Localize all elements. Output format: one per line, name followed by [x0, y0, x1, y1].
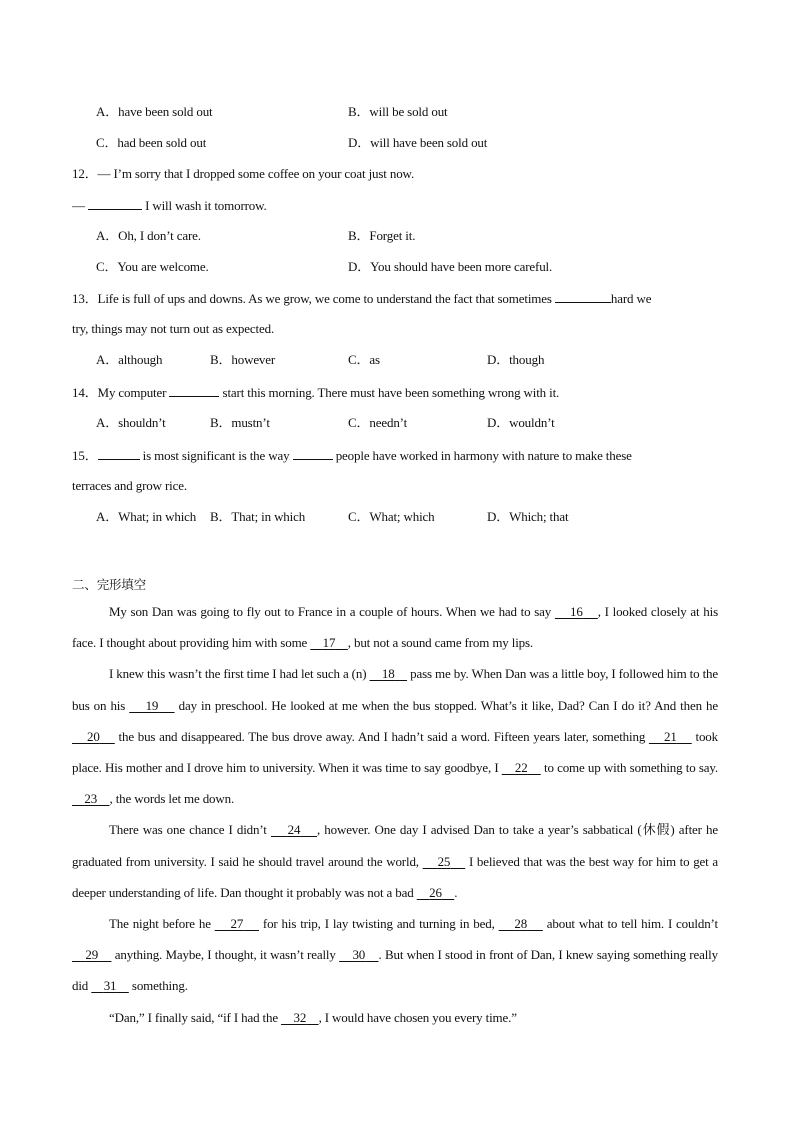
q11-option-b: B．will be sold out	[348, 104, 448, 119]
cloze-paragraph-5: “Dan,” I finally said, “if I had the 32 , I would have chosen you every time.”	[109, 1009, 517, 1025]
blank-19: 19	[145, 697, 159, 713]
q13-option-c: C．as	[348, 352, 380, 367]
q15-option-d: D．Which; that	[487, 509, 569, 524]
q12-option-c: C．You are welcome.	[96, 259, 209, 274]
q14-option-c: C．needn’t	[348, 415, 408, 430]
q13-option-d: D．though	[487, 352, 545, 367]
q12-option-b: B．Forget it.	[348, 228, 416, 243]
blank-17: 17	[322, 635, 336, 651]
q15-stem-cont: terraces and grow rice.	[72, 478, 187, 493]
q13-option-b: B．however	[210, 352, 276, 367]
cloze-paragraph-1: My son Dan was going to fly out to France in a couple of hours. When we had to say 16 , I looked closely at his face. I thought about providing him with some 17 , but not a sound came from my lips.	[72, 604, 718, 651]
blank-25: 25	[437, 853, 451, 869]
q15-option-c: C．What; which	[348, 509, 435, 524]
blank-20: 20	[87, 728, 100, 744]
q11-option-d: D．will have been sold out	[348, 135, 488, 150]
section-heading: 二、完形填空	[72, 577, 147, 592]
blank-23: 23	[84, 791, 98, 807]
q13-option-a: A．although	[96, 352, 163, 367]
blank-24: 24	[287, 822, 301, 838]
q14-option-a: A．shouldn’t	[96, 415, 166, 430]
q14-option-b: B．mustn’t	[210, 415, 270, 430]
q15-stem: 15． is most significant is the way people have worked in harmony with nature to make these	[72, 448, 632, 463]
q14-option-d: D．wouldn’t	[487, 415, 555, 430]
blank-29: 29	[85, 947, 99, 963]
q15-blank-2	[293, 447, 333, 460]
q13-blank	[555, 290, 611, 303]
blank-22: 22	[514, 760, 528, 776]
q11-option-c: C．had been sold out	[96, 135, 207, 150]
q12-blank	[88, 197, 142, 210]
q12-reply: — I will wash it tomorrow.	[72, 198, 267, 213]
q12-option-a: A．Oh, I don’t care.	[96, 228, 201, 243]
q15-option-b: B．That; in which	[210, 509, 306, 524]
q14-blank	[169, 384, 219, 397]
blank-21: 21	[663, 728, 677, 744]
q15-option-a: A．What; in which	[96, 509, 197, 524]
cloze-paragraph-3: There was one chance I didn’t 24 , however. One day I advised Dan to take a year’s sabbatical (休假) after he graduated from university. I said he should travel around the world, 25 I believed that was the best way for him to get a deeper understanding of life. Dan thought it probably was not a bad 26 .	[72, 822, 718, 900]
blank-27: 27	[230, 916, 244, 932]
q13-stem: 13．Life is full of ups and downs. As we grow, we come to understand the fact that sometimes hard we	[72, 291, 652, 306]
cloze-passage	[72, 596, 718, 1033]
blank-31: 31	[103, 978, 117, 994]
q12-option-d: D．You should have been more careful.	[348, 259, 553, 274]
q14-stem: 14．My computer start this morning. There must have been something wrong with it.	[72, 385, 560, 400]
blank-30: 30	[352, 947, 366, 963]
blank-28: 28	[514, 916, 528, 932]
blank-18: 18	[381, 666, 395, 682]
q13-stem-cont: try, things may not turn out as expected.	[72, 321, 275, 336]
blank-32: 32	[293, 1009, 307, 1025]
q12-stem: 12．— I’m sorry that I dropped some coffee on your coat just now.	[72, 166, 415, 181]
blank-16: 16	[570, 604, 583, 619]
q15-blank-1	[98, 447, 140, 460]
q11-option-a: A．have been sold out	[96, 104, 213, 119]
cloze-paragraph-4: The night before he 27 for his trip, I lay twisting and turning in bed, 28 about what to tell him. I couldn’t 29 anything. Maybe, I thought, it wasn’t really 30 . But when I stood in front of Dan, I knew saying something really did 31 something.	[72, 916, 718, 994]
cloze-paragraph-2: I knew this wasn’t the first time I had let such a (n) 18 pass me by. When Dan was a little boy, I followed him to the bus on his 19 day in preschool. He looked at me when the bus stopped. What’s it like, Dad? Can I do it? And then he 20 the bus and disappeared. The bus drove away. And I hadn’t said a word. Fifteen years later, something 21 took place. His mother and I drove him to university. When it was time to say goodbye, I 22 to come up with something to say. 23 , the words let me down.	[72, 666, 718, 807]
blank-26: 26	[429, 884, 442, 900]
